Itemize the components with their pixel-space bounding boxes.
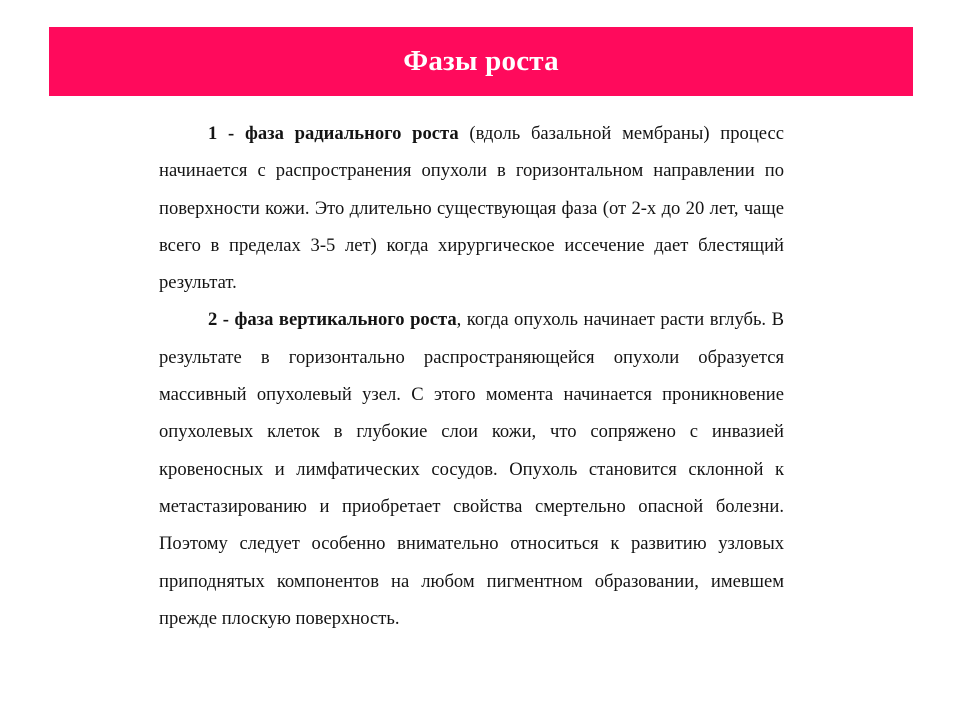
paragraph-lead: 1 - фаза радиального роста bbox=[208, 123, 459, 144]
paragraph-radial-phase bbox=[159, 115, 784, 301]
body-text bbox=[159, 115, 784, 637]
paragraph-body: , когда опухоль начинает расти вглубь. В результате в горизонтально распространяющейся опухоли образуется массивный опухолевый узел. С этого момента начинается проникновение опухолевых клеток в глубокие слои кожи, что сопряжено с инвазией кровеносных и лимфатических сосудов. Опухоль становится склонной к метастазированию и приобретает свойства смертельно опасной болезни. Поэтому следует особенно внимательно относиться к развитию узловых приподнятых компонентов на любом пигментном образовании, имевшем прежде плоскую поверхность. bbox=[159, 309, 784, 629]
title-bar bbox=[49, 27, 913, 96]
paragraph-vertical-phase bbox=[159, 301, 784, 637]
paragraph-lead: 2 - фаза вертикального роста bbox=[208, 309, 457, 331]
paragraph-body: (вдоль базальной мембраны) процесс начинается с распространения опухоли в горизонтальном направлении по поверхности кожи. Это длительно существующая фаза (от 2-х до 20 лет, чаще всего в пределах 3-5 лет) когда хирургическое иссечение дает блестящий результат. bbox=[159, 123, 784, 294]
slide-title: Фазы роста bbox=[403, 45, 559, 77]
